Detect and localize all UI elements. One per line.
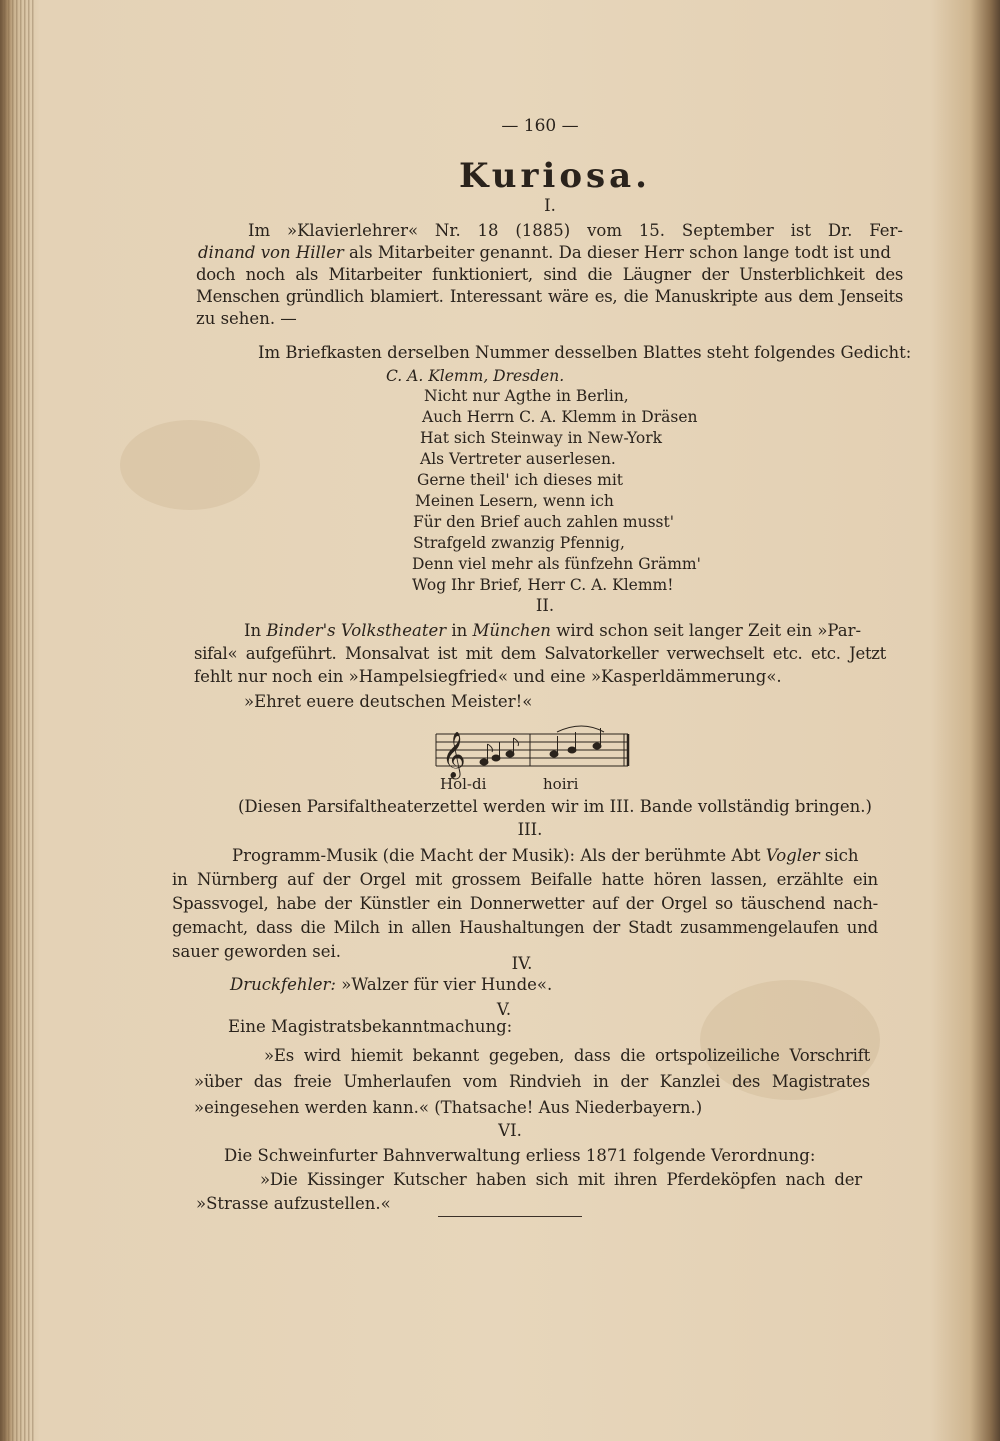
- section-numeral: IV.: [511, 954, 533, 973]
- paragraph-line: »eingesehen werden kann.« (Thatsache! Aus Niederbayern.): [194, 1098, 703, 1117]
- section-numeral: VI.: [498, 1121, 522, 1140]
- paragraph-line: [232, 845, 880, 866]
- paragraph-line: zu sehen. —: [196, 309, 297, 328]
- italic-name: Binder's Volkstheater: [266, 621, 447, 640]
- section-numeral: III.: [517, 820, 543, 839]
- text-span: wird schon seit langer Zeit ein »Par-: [556, 621, 862, 640]
- paragraph-line: (Diesen Parsifaltheaterzettel werden wir im III. Bande vollständig bringen.): [238, 797, 872, 816]
- paragraph-line: [198, 242, 903, 263]
- end-rule: [438, 1216, 582, 1217]
- paragraph-line: in Nürnberg auf der Orgel mit grossem Beifalle hatte hören lassen, erzählte ein: [172, 870, 878, 889]
- music-notes: [480, 726, 604, 765]
- poem-line: Meinen Lesern, wenn ich: [415, 492, 614, 510]
- page-number: — 160 —: [501, 116, 579, 136]
- paragraph-line: [244, 620, 884, 641]
- poem-line: Für den Brief auch zahlen musst': [413, 513, 674, 531]
- italic-label: Druckfehler:: [230, 975, 336, 994]
- section-numeral: II.: [535, 596, 555, 615]
- music-lyric: Hol-di: [440, 775, 487, 793]
- paragraph-line: [230, 974, 552, 995]
- paragraph-line: doch noch als Mitarbeiter funktioniert, sind die Läugner der Unsterblichkeit des: [196, 265, 903, 284]
- poem-heading: C. A. Klemm, Dresden.: [386, 367, 565, 385]
- paragraph-line: Menschen gründlich blamiert. Interessant wäre es, die Manuskripte aus dem Jenseits: [196, 287, 903, 306]
- section-numeral: V.: [496, 1000, 512, 1019]
- paragraph-line: sifal« aufgeführt. Monsalvat ist mit dem Salvatorkeller verwechselt etc. etc. Jetzt: [194, 644, 886, 663]
- text-span: In: [244, 621, 262, 640]
- text-span: sich: [824, 846, 859, 865]
- section-numeral: I.: [544, 196, 556, 215]
- paragraph-line: fehlt nur noch ein »Hampelsiegfried« und eine »Kasperldämmerung«.: [194, 667, 782, 686]
- italic-name: München: [472, 621, 551, 640]
- poem-line: Als Vertreter auserlesen.: [420, 450, 616, 468]
- paragraph-line: Im »Klavierlehrer« Nr. 18 (1885) vom 15. September ist Dr. Fer-: [248, 221, 903, 240]
- poem-line: Auch Herrn C. A. Klemm in Dräsen: [422, 408, 698, 426]
- paragraph-line: Spassvogel, habe der Künstler ein Donnerwetter auf der Orgel so täuschend nach-: [172, 894, 878, 913]
- text-span: als Mitarbeiter genannt. Da dieser Herr schon lange todt ist und: [349, 243, 891, 262]
- music-staff: [432, 722, 632, 782]
- poem-line: Nicht nur Agthe in Berlin,: [424, 387, 629, 405]
- text-span: »Walzer für vier Hunde«.: [341, 975, 553, 994]
- text-span: Programm-Musik (die Macht der Musik): Als der berühmte Abt: [232, 846, 761, 865]
- italic-name: Vogler: [765, 846, 820, 865]
- paragraph-line: »Es wird hiemit bekannt gegeben, dass die ortspolizeiliche Vorschrift: [264, 1046, 870, 1065]
- italic-name: dinand von Hiller: [198, 243, 344, 262]
- page-title: Kuriosa.: [458, 156, 652, 196]
- treble-clef-icon: 𝄞: [442, 732, 466, 778]
- paragraph-line: »über das freie Umherlaufen vom Rindvieh in der Kanzlei des Magistrates: [194, 1072, 870, 1091]
- music-lyric: hoiri: [543, 775, 579, 793]
- paragraph-line: Im Briefkasten derselben Nummer desselben Blattes steht folgendes Gedicht:: [258, 343, 912, 362]
- text-span: in: [451, 621, 468, 640]
- paragraph-line: Die Schweinfurter Bahnverwaltung erliess 1871 folgende Verordnung:: [224, 1146, 816, 1165]
- paragraph-line: Eine Magistratsbekanntmachung:: [228, 1017, 513, 1036]
- poem-line: Strafgeld zwanzig Pfennig,: [413, 534, 625, 552]
- paragraph-line: gemacht, dass die Milch in allen Haushaltungen der Stadt zusammengelaufen und: [172, 918, 878, 937]
- paragraph-line: sauer geworden sei.: [172, 942, 342, 961]
- poem-line: Wog Ihr Brief, Herr C. A. Klemm!: [412, 576, 674, 594]
- poem-line: Gerne theil' ich dieses mit: [417, 471, 624, 489]
- paragraph-line: »Die Kissinger Kutscher haben sich mit ihren Pferdeköpfen nach der: [260, 1170, 862, 1189]
- poem-line: Hat sich Steinway in New-York: [420, 429, 662, 447]
- poem-line: Denn viel mehr als fünfzehn Grämm': [412, 555, 701, 573]
- paragraph-line: »Strasse aufzustellen.«: [196, 1194, 391, 1213]
- paragraph-line: »Ehret euere deutschen Meister!«: [244, 692, 533, 711]
